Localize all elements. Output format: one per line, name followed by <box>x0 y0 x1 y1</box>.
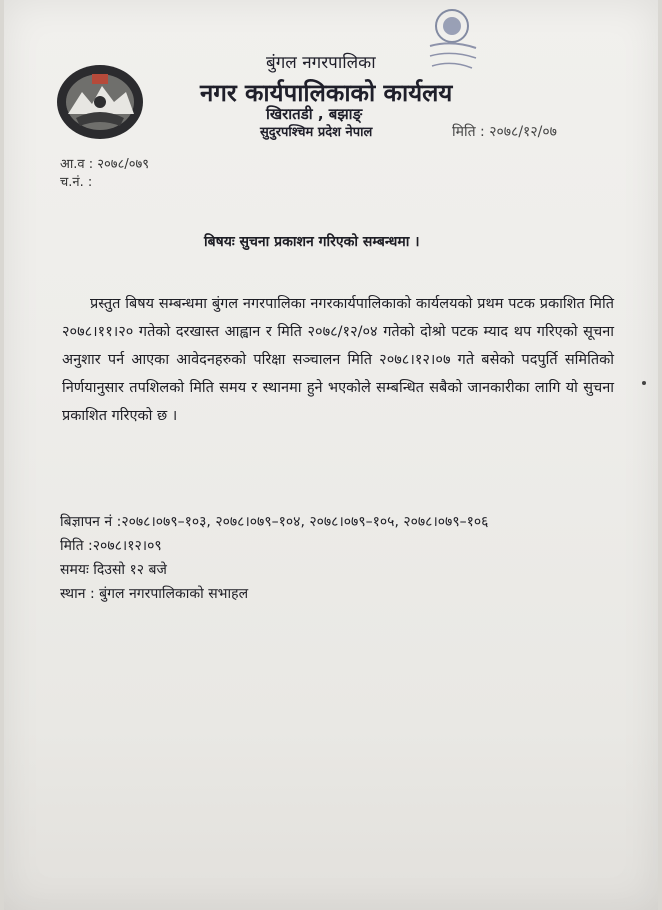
letter-page <box>4 0 658 910</box>
municipality-name: बुंगल नगरपालिका <box>266 53 376 73</box>
office-location: खिरातडी , बझाङ् <box>266 105 363 123</box>
exam-details <box>60 510 620 606</box>
dispatch-number: च.नं. : <box>60 175 93 190</box>
ink-dot <box>642 381 646 385</box>
letter-date: मिति : २०७८/१२/०७ <box>452 124 557 140</box>
advertisement-numbers: बिज्ञापन नं :२०७८।०७९–१०३, २०७८।०७९–१०४, २०७८।०७९–१०५, २०७८।०७९–१०६ <box>60 514 489 530</box>
exam-date: मिति :२०७८।१२।०९ <box>60 538 162 554</box>
province-name: सुदुरपश्चिम प्रदेश नेपाल <box>260 125 373 140</box>
office-title: नगर कार्यपालिकाको कार्यलय <box>200 79 453 107</box>
fiscal-year: आ.व : २०७८/०७९ <box>60 157 149 172</box>
exam-time: समयः दिउसो १२ बजे <box>60 562 167 578</box>
exam-venue: स्थान : बुंगल नगरपालिकाको सभाहल <box>60 586 249 602</box>
nepal-emblem-logo <box>54 62 146 142</box>
office-stamp <box>422 6 482 78</box>
letter-body: प्रस्तुत बिषय सम्बन्धमा बुंगल नगरपालिका नगरकार्यपालिकाको कार्यलयको प्रथम पटक प्रकाशित मिति २०७८।११।२० गतेको दरखास्त आह्वान र मिति २०७८/१२/०४ गतेको दोश्रो पटक म्याद थप गरिएको सूचना अनुशार पर्न आएका आवेदनहरुको परिक्षा सञ्चालन मिति २०७८।१२।०७ गते बसेको पदपुर्ति समितिको निर्णयानुसार तपशिलको मिति समय र स्थानमा हुने भएकोले सम्बन्धित सबैको जानकारीका लागि यो सुचना प्रकाशित गरिएको छ । <box>62 296 614 424</box>
letter-subject: बिषयः सुचना प्रकाशन गरिएको सम्बन्धमा । <box>204 234 420 250</box>
